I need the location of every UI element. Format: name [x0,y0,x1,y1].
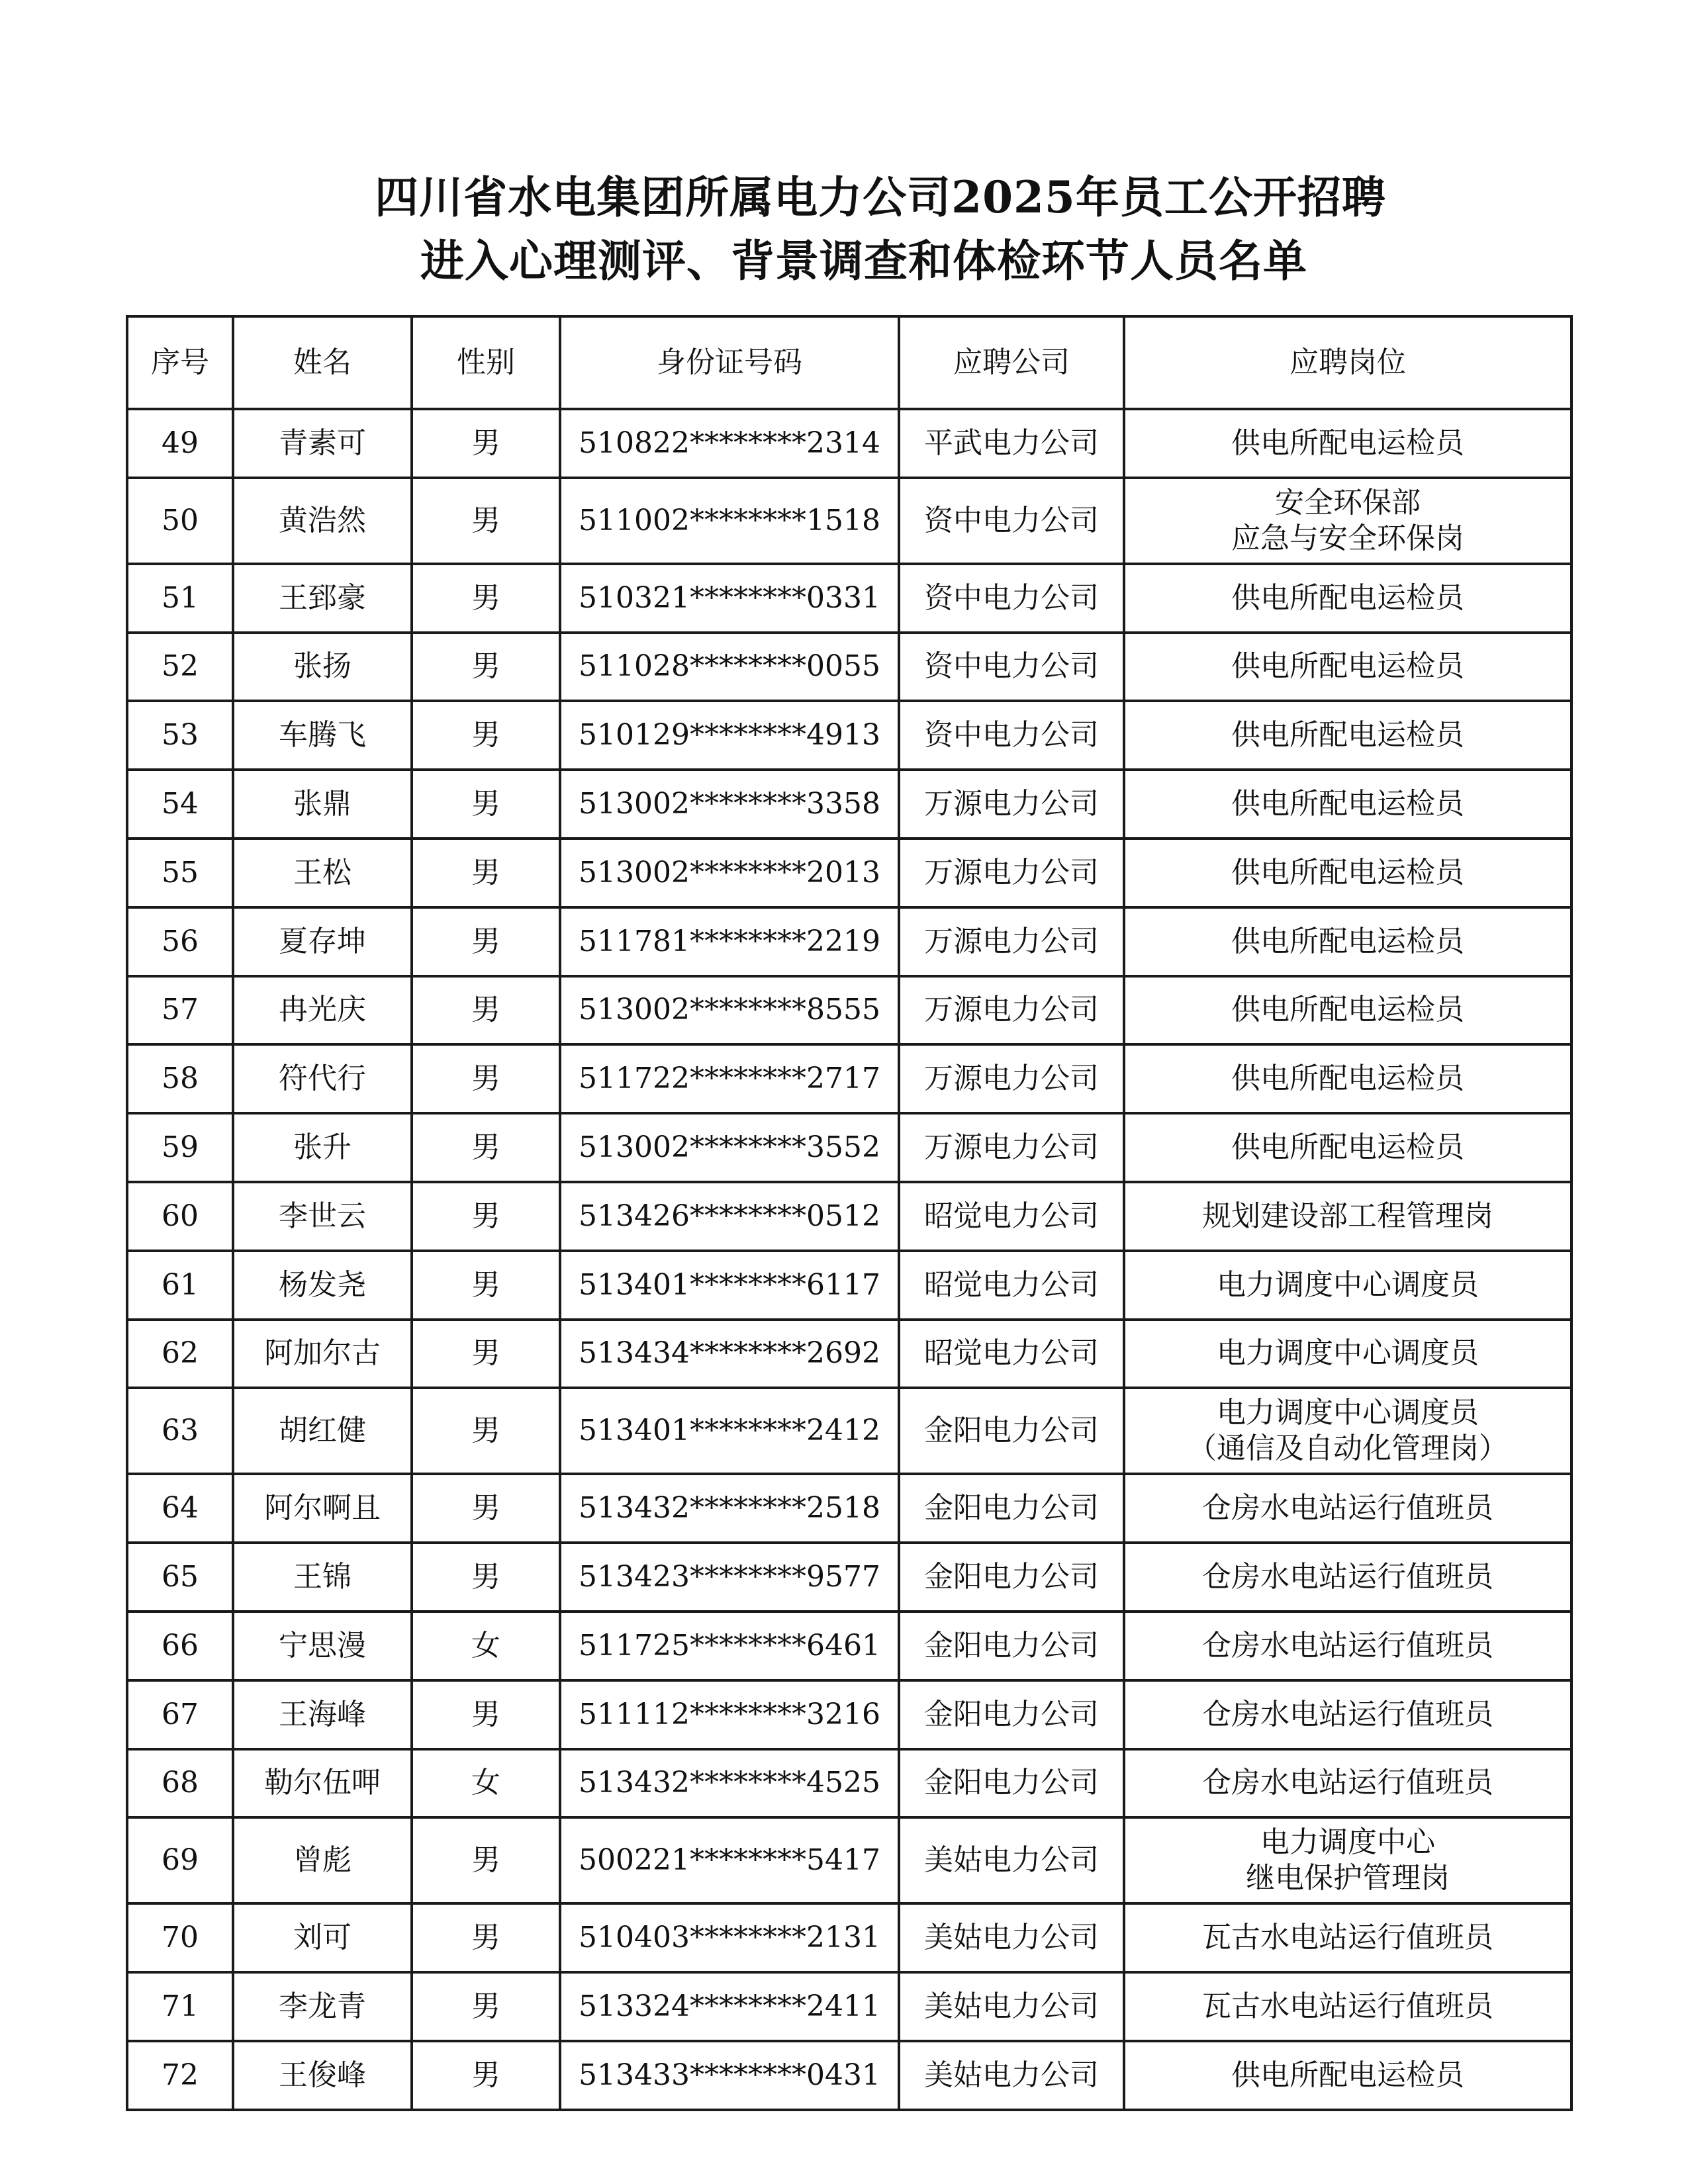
position-line: 供电所配电运检员 [1231,426,1464,460]
position-line: 电力调度中心调度员 [1217,1336,1479,1371]
table-row [127,839,1571,907]
header-name: 姓名 [233,316,412,409]
cell-gender: 男 [412,839,560,907]
position-line: 供电所配电运检员 [1231,787,1464,821]
cell-id-number: 511725********6461 [560,1612,899,1680]
cell-name: 杨发尧 [233,1251,412,1320]
cell-position [1124,478,1571,564]
cell-company: 万源电力公司 [899,976,1124,1045]
cell-id-number: 511781********2219 [560,907,899,976]
cell-gender: 男 [412,701,560,770]
cell-id-number: 513002********3358 [560,770,899,839]
cell-id-number: 513432********4525 [560,1749,899,1818]
cell-gender: 男 [412,907,560,976]
table-row [127,2041,1571,2110]
cell-name: 王俊峰 [233,2041,412,2110]
table-row [127,478,1571,564]
cell-company: 万源电力公司 [899,907,1124,976]
position-line: 供电所配电运检员 [1231,1130,1464,1165]
position-line: 供电所配电运检员 [1231,924,1464,958]
cell-id-number: 510403********2131 [560,1903,899,1972]
cell-gender: 女 [412,1749,560,1818]
cell-gender: 男 [412,633,560,702]
cell-position [1124,1474,1571,1543]
cell-company: 金阳电力公司 [899,1543,1124,1612]
cell-gender: 男 [412,1044,560,1113]
cell-name: 王郅豪 [233,564,412,633]
header-gender: 性别 [412,316,560,409]
header-id-number: 身份证号码 [560,316,899,409]
cell-serial-number: 69 [127,1817,233,1903]
position-line: 仓房水电站运行值班员 [1202,1628,1493,1662]
cell-company: 资中电力公司 [899,633,1124,702]
position-line: 供电所配电运检员 [1231,855,1464,889]
cell-gender: 男 [412,2041,560,2110]
cell-id-number: 513002********3552 [560,1113,899,1182]
cell-gender: 男 [412,1680,560,1749]
cell-position [1124,1182,1571,1251]
cell-serial-number: 57 [127,976,233,1045]
cell-company: 昭觉电力公司 [899,1251,1124,1320]
cell-position [1124,839,1571,907]
header-serial-number: 序号 [127,316,233,409]
cell-serial-number: 65 [127,1543,233,1612]
position-line: 仓房水电站运行值班员 [1202,1560,1493,1594]
cell-position [1124,907,1571,976]
cell-name: 冉光庆 [233,976,412,1045]
cell-id-number: 513401********6117 [560,1251,899,1320]
cell-company: 美姑电力公司 [899,1817,1124,1903]
table-header-row [127,316,1571,409]
position-line: 继电保护管理岗 [1246,1861,1450,1895]
cell-company: 平武电力公司 [899,409,1124,478]
cell-gender: 男 [412,1113,560,1182]
cell-name: 黄浩然 [233,478,412,564]
cell-position [1124,770,1571,839]
cell-gender: 男 [412,1182,560,1251]
table-row [127,1680,1571,1749]
cell-serial-number: 55 [127,839,233,907]
cell-id-number: 513432********2518 [560,1474,899,1543]
cell-gender: 男 [412,770,560,839]
cell-position [1124,1612,1571,1680]
cell-company: 金阳电力公司 [899,1680,1124,1749]
table-row [127,564,1571,633]
cell-gender: 男 [412,1474,560,1543]
cell-name: 车腾飞 [233,701,412,770]
cell-name: 王海峰 [233,1680,412,1749]
table-row [127,409,1571,478]
position-line: 瓦古水电站运行值班员 [1202,1921,1493,1955]
header-company: 应聘公司 [899,316,1124,409]
position-line: 瓦古水电站运行值班员 [1202,1989,1493,2024]
cell-company: 万源电力公司 [899,770,1124,839]
position-line: 供电所配电运检员 [1231,580,1464,615]
cell-gender: 男 [412,1320,560,1388]
cell-id-number: 511722********2717 [560,1044,899,1113]
cell-gender: 男 [412,1972,560,2041]
cell-serial-number: 64 [127,1474,233,1543]
cell-company: 美姑电力公司 [899,1903,1124,1972]
cell-company: 万源电力公司 [899,1113,1124,1182]
cell-serial-number: 71 [127,1972,233,2041]
cell-company: 昭觉电力公司 [899,1320,1124,1388]
cell-id-number: 513002********8555 [560,976,899,1045]
cell-id-number: 513426********0512 [560,1182,899,1251]
cell-name: 宁思漫 [233,1612,412,1680]
cell-name: 青素可 [233,409,412,478]
cell-id-number: 513401********2412 [560,1388,899,1474]
cell-company: 资中电力公司 [899,701,1124,770]
header-position: 应聘岗位 [1124,316,1571,409]
cell-position [1124,1749,1571,1818]
table-row [127,1320,1571,1388]
cell-serial-number: 52 [127,633,233,702]
cell-name: 李世云 [233,1182,412,1251]
position-line: 仓房水电站运行值班员 [1202,1491,1493,1525]
table-row [127,1182,1571,1251]
cell-company: 美姑电力公司 [899,1972,1124,2041]
cell-serial-number: 54 [127,770,233,839]
position-line: 仓房水电站运行值班员 [1202,1766,1493,1800]
cell-id-number: 500221********5417 [560,1817,899,1903]
cell-serial-number: 61 [127,1251,233,1320]
cell-name: 勒尔伍呷 [233,1749,412,1818]
cell-id-number: 513002********2013 [560,839,899,907]
cell-name: 张扬 [233,633,412,702]
table-row [127,1749,1571,1818]
cell-serial-number: 53 [127,701,233,770]
cell-serial-number: 67 [127,1680,233,1749]
cell-id-number: 511002********1518 [560,478,899,564]
position-line: 安全环保部 [1275,485,1421,520]
position-line: 应急与安全环保岗 [1231,521,1464,555]
cell-id-number: 513433********0431 [560,2041,899,2110]
cell-company: 金阳电力公司 [899,1388,1124,1474]
cell-serial-number: 70 [127,1903,233,1972]
cell-name: 阿加尔古 [233,1320,412,1388]
document-title-line-1: 四川省水电集团所属电力公司2025年员工公开招聘 [375,171,1386,223]
cell-serial-number: 68 [127,1749,233,1818]
cell-id-number: 511028********0055 [560,633,899,702]
cell-id-number: 510129********4913 [560,701,899,770]
cell-position [1124,564,1571,633]
position-line: 电力调度中心调度员 [1217,1267,1479,1302]
cell-serial-number: 56 [127,907,233,976]
cell-serial-number: 59 [127,1113,233,1182]
table-row [127,907,1571,976]
cell-position [1124,1903,1571,1972]
position-line: 仓房水电站运行值班员 [1202,1697,1493,1731]
cell-name: 王松 [233,839,412,907]
cell-position [1124,633,1571,702]
cell-position [1124,1972,1571,2041]
cell-position [1124,409,1571,478]
cell-company: 金阳电力公司 [899,1612,1124,1680]
table-row [127,1474,1571,1543]
cell-serial-number: 58 [127,1044,233,1113]
cell-position [1124,2041,1571,2110]
cell-gender: 男 [412,564,560,633]
cell-gender: 男 [412,1388,560,1474]
position-line: （通信及自动化管理岗） [1188,1432,1508,1466]
table-row [127,633,1571,702]
cell-company: 金阳电力公司 [899,1474,1124,1543]
table-row [127,1817,1571,1903]
position-line: 供电所配电运检员 [1231,649,1464,684]
cell-gender: 男 [412,976,560,1045]
cell-name: 阿尔啊且 [233,1474,412,1543]
cell-serial-number: 66 [127,1612,233,1680]
position-line: 电力调度中心 [1260,1825,1435,1860]
candidate-table [126,315,1573,2111]
table-row [127,1543,1571,1612]
position-line: 供电所配电运检员 [1231,718,1464,752]
cell-position [1124,976,1571,1045]
cell-name: 夏存坤 [233,907,412,976]
cell-company: 昭觉电力公司 [899,1182,1124,1251]
cell-position [1124,1680,1571,1749]
position-line: 规划建设部工程管理岗 [1202,1199,1493,1233]
cell-position [1124,1044,1571,1113]
cell-name: 符代行 [233,1044,412,1113]
cell-position [1124,1388,1571,1474]
cell-company: 万源电力公司 [899,839,1124,907]
table-row [127,1903,1571,1972]
cell-company: 资中电力公司 [899,564,1124,633]
cell-position [1124,1251,1571,1320]
cell-position [1124,1320,1571,1388]
cell-position [1124,1817,1571,1903]
cell-gender: 男 [412,409,560,478]
position-line: 供电所配电运检员 [1231,1062,1464,1096]
table-row [127,1972,1571,2041]
cell-name: 刘可 [233,1903,412,1972]
document-title-line-2: 进入心理测评、背景调查和体检环节人员名单 [420,235,1307,287]
table-row [127,1251,1571,1320]
table-row [127,1044,1571,1113]
cell-serial-number: 51 [127,564,233,633]
cell-id-number: 513423********9577 [560,1543,899,1612]
cell-id-number: 510822********2314 [560,409,899,478]
cell-gender: 男 [412,1251,560,1320]
cell-name: 胡红健 [233,1388,412,1474]
cell-serial-number: 62 [127,1320,233,1388]
cell-serial-number: 49 [127,409,233,478]
cell-position [1124,701,1571,770]
cell-name: 张升 [233,1113,412,1182]
cell-name: 曾彪 [233,1817,412,1903]
cell-position [1124,1113,1571,1182]
table-row [127,1113,1571,1182]
cell-company: 资中电力公司 [899,478,1124,564]
cell-id-number: 511112********3216 [560,1680,899,1749]
cell-gender: 男 [412,1903,560,1972]
table-row [127,701,1571,770]
cell-serial-number: 72 [127,2041,233,2110]
table-row [127,1388,1571,1474]
position-line: 供电所配电运检员 [1231,2058,1464,2092]
cell-serial-number: 50 [127,478,233,564]
cell-gender: 男 [412,478,560,564]
position-line: 电力调度中心调度员 [1217,1396,1479,1430]
cell-id-number: 513434********2692 [560,1320,899,1388]
cell-id-number: 513324********2411 [560,1972,899,2041]
cell-gender: 女 [412,1612,560,1680]
cell-serial-number: 63 [127,1388,233,1474]
cell-company: 万源电力公司 [899,1044,1124,1113]
cell-company: 美姑电力公司 [899,2041,1124,2110]
cell-gender: 男 [412,1817,560,1903]
table-row [127,1612,1571,1680]
cell-name: 李龙青 [233,1972,412,2041]
cell-name: 张鼎 [233,770,412,839]
cell-company: 金阳电力公司 [899,1749,1124,1818]
table-row [127,976,1571,1045]
cell-id-number: 510321********0331 [560,564,899,633]
position-line: 供电所配电运检员 [1231,993,1464,1027]
cell-serial-number: 60 [127,1182,233,1251]
table-body [127,409,1571,2110]
table-row [127,770,1571,839]
cell-name: 王锦 [233,1543,412,1612]
cell-gender: 男 [412,1543,560,1612]
cell-position [1124,1543,1571,1612]
